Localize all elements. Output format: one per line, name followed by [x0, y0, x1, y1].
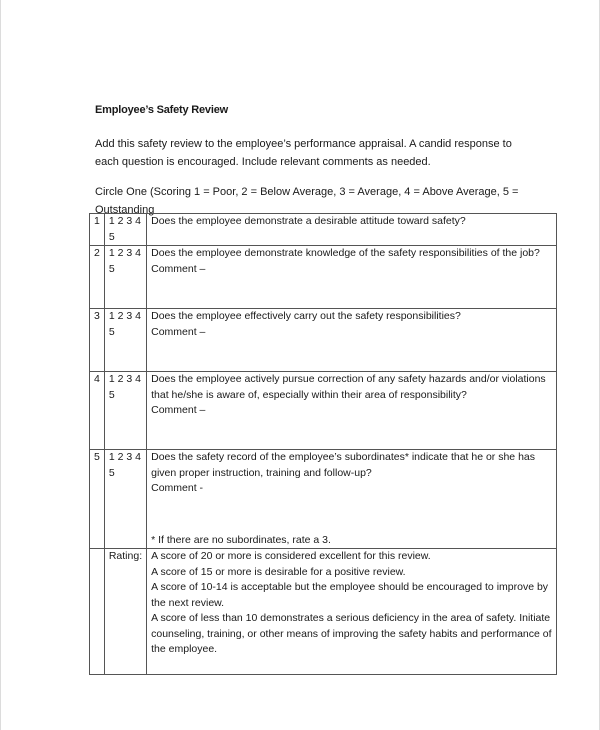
rating-text: A score of 20 or more is considered excellent for this review. — [151, 550, 431, 562]
score-options[interactable]: 1 2 3 4 5 — [104, 372, 146, 450]
question-number: 3 — [90, 309, 105, 372]
question-text: Does the employee actively pursue correction of any safety hazards and/or violations — [151, 373, 546, 385]
question-cell — [147, 372, 556, 450]
question-number: 4 — [90, 372, 105, 450]
rating-row — [90, 549, 557, 675]
rating-text: A score of less than 10 demonstrates a serious deficiency in the area of safety. Initiate — [151, 612, 551, 624]
empty-cell — [90, 549, 105, 675]
question-cell — [147, 246, 556, 309]
score-options[interactable]: 1 2 3 4 5 — [104, 246, 146, 309]
rating-text: the next review. — [151, 596, 225, 609]
score-options[interactable]: 1 2 3 4 5 — [104, 214, 146, 246]
rating-text: A score of 15 or more is desirable for a positive review. — [151, 565, 406, 578]
comment-label: Comment – — [151, 262, 206, 275]
document-title: Employee’s Safety Review — [95, 104, 228, 116]
scoring-instructions: Circle One (Scoring 1 = Poor, 2 = Below Average, 3 = Average, 4 = Above Average, 5 = Outstanding — [95, 186, 519, 216]
question-cell — [147, 450, 556, 549]
question-number: 2 — [90, 246, 105, 309]
rating-text: the employee. — [151, 643, 218, 655]
question-text: given proper instruction, training and follow-up? — [151, 466, 372, 479]
question-cell — [147, 214, 556, 246]
comment-label: Comment - — [151, 482, 204, 494]
intro-paragraph: Add this safety review to the employee’s performance appraisal. A candid response to each question is encouraged. Include relevant comments as needed. — [95, 138, 512, 168]
rating-text: A score of 10-14 is acceptable but the employee should be encouraged to improve by — [151, 581, 549, 593]
question-text: Does the employee effectively carry out the safety responsibilities? — [151, 310, 461, 322]
question-number: 1 — [90, 214, 105, 246]
question-cell — [147, 309, 556, 372]
question-number: 5 — [90, 450, 105, 549]
score-options[interactable]: 1 2 3 4 5 — [104, 450, 146, 549]
question-text: Does the safety record of the employee’s subordinates* indicate that he or she has — [151, 451, 535, 463]
table-row — [90, 214, 557, 246]
score-options[interactable]: 1 2 3 4 5 — [104, 309, 146, 372]
table-row — [90, 372, 557, 450]
question-text: Does the employee demonstrate a desirable attitude toward safety? — [151, 215, 466, 227]
table-row — [90, 309, 557, 372]
rating-cell — [147, 549, 556, 675]
rating-label: Rating: — [104, 549, 146, 675]
question-text: that he/she is aware of, especially within their area of responsibility? — [151, 388, 467, 401]
table-row — [90, 246, 557, 309]
table-row — [90, 450, 557, 549]
rating-text: counseling, training, or other means of improving the safety habits and performance of — [151, 627, 552, 640]
comment-label: Comment – — [151, 404, 206, 416]
comment-label: Comment – — [151, 325, 206, 338]
safety-review-table — [89, 213, 557, 675]
question-text: Does the employee demonstrate knowledge of the safety responsibilities of the job? — [151, 247, 540, 259]
subordinates-note: * If there are no subordinates, rate a 3. — [151, 533, 331, 546]
